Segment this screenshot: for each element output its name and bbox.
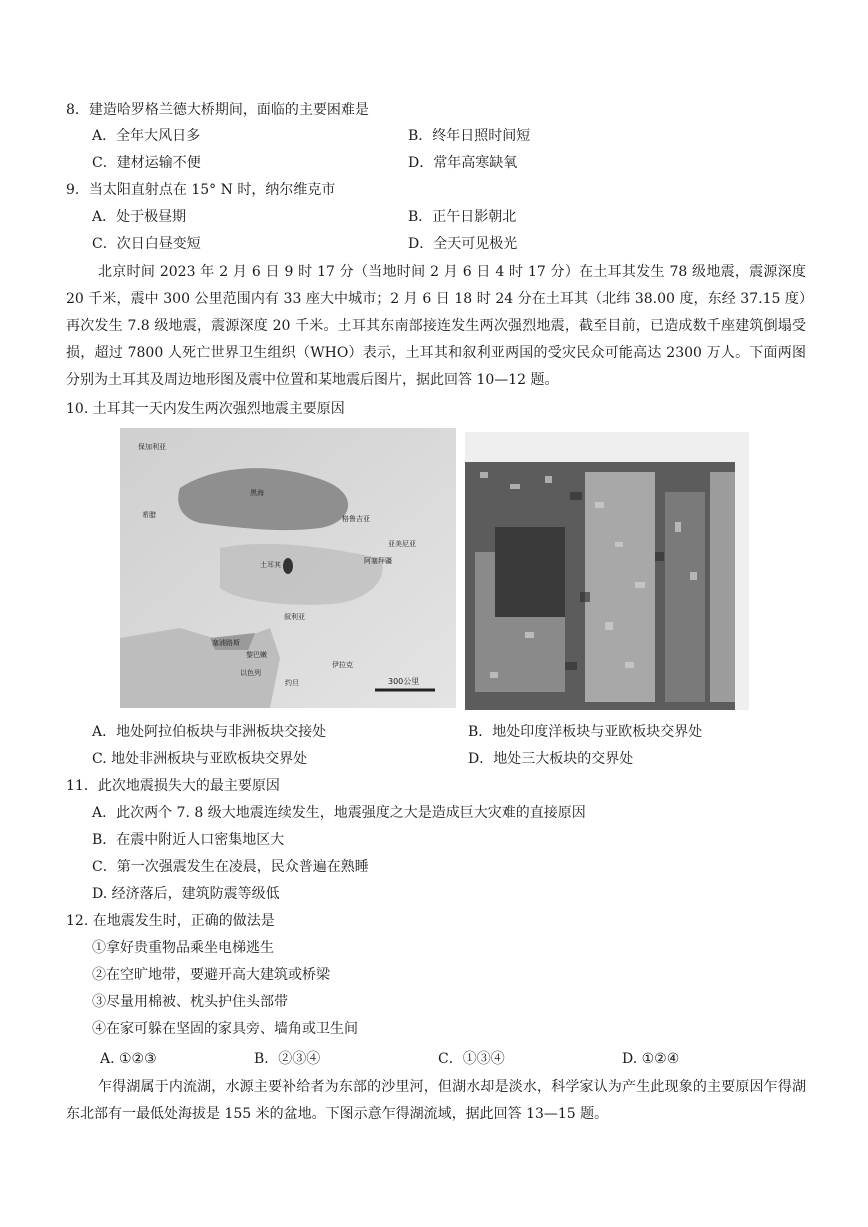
map-label-azerbaijan: 阿塞拜疆	[364, 557, 392, 565]
map-label-bulgaria: 保加利亚	[138, 443, 166, 451]
earthquake-passage: 北京时间 2023 年 2 月 6 日 9 时 17 分（当地时间 2 月 6 日 4 时 17 分）在土耳其发生 78 级地震，震源深度 20 千米，震中 300 公里范围内有 33 座大中城市；2 月 6 日 18 时 24 分在土耳其（北纬 38.00 度，东经 37.15 度）再次发生 7.8 级地震，震源深度 20 千米。土耳其东南部接连发生两次强烈地震，截至目前，已造成数千座建筑倒塌受损，超过 7800 人死亡世界卫生组织（WHO）表示，土耳其和叙利亚两国的受灾民众可能高达 2300 万人。下面两图分别为土耳其及周边地形图及震中位置和某地震后图片，据此回答 10—12 题。	[66, 264, 806, 388]
turkey-terrain-map	[120, 428, 456, 708]
map-scale-label: 300公里	[388, 677, 420, 686]
street-strip	[665, 492, 705, 702]
map-label-jordan: 约旦	[285, 679, 299, 687]
map-label-black-sea: 黑海	[250, 489, 264, 497]
map-label-armenia: 亚美尼亚	[388, 540, 416, 548]
map-label-lebanon: 黎巴嫩	[246, 651, 267, 659]
map-label-cyprus: 塞浦路斯	[212, 639, 240, 647]
question-11-stem: 11．此次地震损失大的最主要原因	[66, 778, 280, 794]
question-12-statement-1: ①拿好贵重物品乘坐电梯逃生	[92, 940, 274, 956]
building-right	[710, 472, 735, 702]
question-10-option-d: D．地处三大板块的交界处	[468, 751, 634, 767]
question-9-stem: 9．当太阳直射点在 15° N 时，纳尔维克市	[66, 182, 336, 198]
question-11-option-d: D. 经济落后，建筑防震等级低	[92, 886, 280, 902]
question-9-option-c: C．次日白昼变短	[92, 236, 201, 252]
question-12-option-d: D. ①②④	[622, 1051, 680, 1067]
question-8-stem: 8．建造哈罗格兰德大桥期间，面临的主要困难是	[66, 102, 369, 118]
map-label-israel: 以色列	[240, 669, 261, 677]
map-drawing	[120, 428, 456, 708]
map-label-syria: 叙利亚	[284, 613, 305, 621]
question-12-option-b: B．②③④	[254, 1051, 321, 1067]
question-12-option-c: C．①③④	[438, 1051, 505, 1067]
lake-chad-passage: 乍得湖属于内流湖，水源主要补给者为东部的沙里河，但湖水却是淡水，科学家认为产生此现象的主要原因乍得湖东北部有一最低处海拔是 155 米的盆地。下图示意乍得湖流域，据此回答 13—15 题。	[66, 1079, 806, 1122]
map-label-turkey: 土耳其	[260, 561, 281, 569]
question-9-option-b: B．正午日影朝北	[408, 209, 517, 225]
epicenter-marker	[283, 558, 293, 574]
question-11-option-c: C．第一次强震发生在凌晨，民众普遍在熟睡	[92, 859, 369, 875]
question-12-statement-4: ④在家可躲在坚固的家具旁、墙角或卫生间	[92, 1021, 358, 1037]
earthquake-aftermath-photo	[465, 432, 749, 710]
question-11-option-b: B．在震中附近人口密集地区大	[92, 832, 285, 848]
question-10-option-b: B．地处印度洋板块与亚欧板块交界处	[468, 724, 703, 740]
question-12-statement-3: ③尽量用棉被、枕头护住头部带	[92, 994, 288, 1010]
question-9-option-a: A．处于极昼期	[92, 209, 187, 225]
question-12-statement-2: ②在空旷地带，要避开高大建筑或桥梁	[92, 967, 330, 983]
map-label-georgia: 格鲁吉亚	[342, 515, 370, 523]
question-10-option-c: C. 地处非洲板块与亚欧板块交界处	[92, 751, 308, 767]
question-8-option-d: D．常年高寒缺氧	[408, 155, 518, 171]
question-11-option-a: A．此次两个 7. 8 级大地震连续发生，地震强度之大是造成巨大灾难的直接原因	[92, 805, 586, 821]
shadow-block	[495, 527, 565, 617]
question-10-stem: 10. 土耳其一天内发生两次强烈地震主要原因	[66, 401, 345, 417]
question-8-option-a: A．全年大风日多	[92, 128, 201, 144]
question-8-option-c: C．建材运输不便	[92, 155, 201, 171]
map-label-greece: 希腊	[142, 511, 156, 519]
map-label-iraq: 伊拉克	[332, 661, 353, 669]
question-12-option-a: A. ①②③	[100, 1051, 157, 1067]
question-12-stem: 12. 在地震发生时，正确的做法是	[66, 913, 275, 929]
question-10-option-a: A．地处阿拉伯板块与非洲板块交接处	[92, 724, 327, 740]
question-8-option-b: B．终年日照时间短	[408, 128, 531, 144]
photo-drawing	[465, 432, 749, 710]
question-9-option-d: D．全天可见极光	[408, 236, 518, 252]
